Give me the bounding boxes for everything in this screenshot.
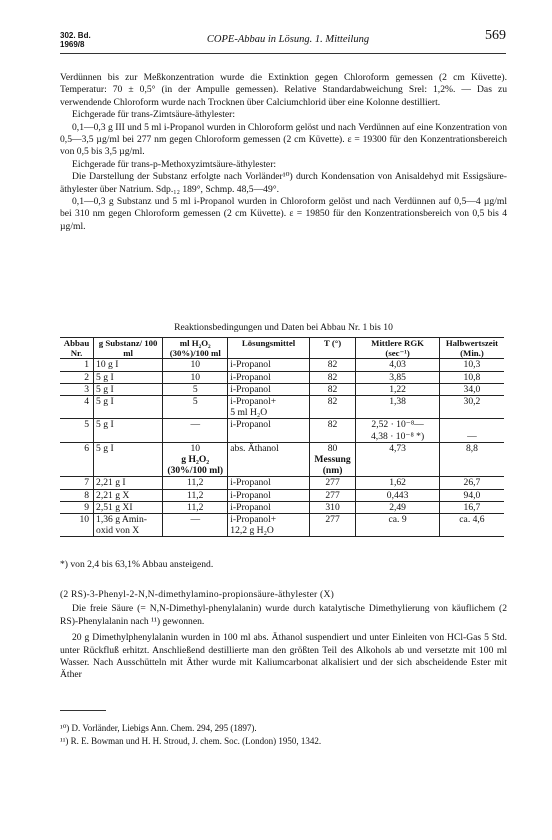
paragraph: Eichgerade für trans-p-Methoxyzimtsäure-äthylester: bbox=[72, 158, 277, 170]
table-cell: 5 g I bbox=[94, 396, 163, 408]
table-cell: 5 bbox=[60, 419, 94, 431]
table-cell bbox=[356, 465, 440, 477]
year: 1969/8 bbox=[60, 40, 85, 49]
table-cell bbox=[439, 419, 504, 431]
table-cell: 2,21 g I bbox=[94, 477, 163, 489]
table-cell: 10,3 bbox=[439, 359, 504, 371]
table-cell: 9 bbox=[60, 501, 94, 513]
page-number: 569 bbox=[485, 28, 506, 43]
table-cell: 5 g I bbox=[94, 419, 163, 431]
table-caption: Reaktionsbedingungen und Daten bei Abbau Nr. 1 bis 10 bbox=[174, 322, 393, 333]
table-cell: 5 bbox=[163, 383, 228, 395]
table-cell bbox=[163, 431, 228, 443]
table-cell: i-Propanol bbox=[228, 371, 310, 383]
table-cell: 11,2 bbox=[163, 489, 228, 501]
table-cell: 2,52 · 10⁻⁸— bbox=[356, 419, 440, 431]
col-header: T (°) bbox=[309, 338, 355, 359]
table-cell: 30,2 bbox=[439, 396, 504, 408]
table-row bbox=[60, 396, 504, 408]
table-cell bbox=[228, 465, 310, 477]
table-cell: 7 bbox=[60, 477, 94, 489]
paragraph: Die Darstellung der Substanz erfolgte nach Vorländer¹⁰) durch Kondensation von Anisaldehyd mit Essigsäure-äthylester über Natrium. Sdp.₁₂ 189°, Schmp. 48,5—49°. bbox=[60, 171, 507, 195]
table-cell: 12,2 g H₂O bbox=[228, 525, 310, 537]
table-cell: 1,38 bbox=[356, 396, 440, 408]
table-cell: 4 bbox=[60, 396, 94, 408]
table-cell: 4,73 bbox=[356, 442, 440, 454]
table-cell bbox=[439, 407, 504, 419]
table-cell: 82 bbox=[309, 383, 355, 395]
table-header-row bbox=[60, 338, 504, 359]
table-cell: i-Propanol bbox=[228, 383, 310, 395]
table-cell bbox=[163, 407, 228, 419]
table-cell: 10 bbox=[163, 359, 228, 371]
footnote-11: ¹¹) R. E. Bowman und H. H. Stroud, J. chem. Soc. (London) 1950, 1342. bbox=[60, 736, 322, 746]
table-cell: 5 g I bbox=[94, 371, 163, 383]
table-row bbox=[60, 442, 504, 454]
table-cell: 1,62 bbox=[356, 477, 440, 489]
table-row bbox=[60, 525, 504, 537]
table-cell: i-Propanol+ bbox=[228, 514, 310, 526]
table-cell bbox=[439, 465, 504, 477]
table-cell: 26,7 bbox=[439, 477, 504, 489]
volume: 302. Bd. bbox=[60, 31, 91, 40]
table-row bbox=[60, 465, 504, 477]
table-row bbox=[60, 371, 504, 383]
table-footnote: *) von 2,4 bis 63,1% Abbau ansteigend. bbox=[60, 559, 214, 570]
table-cell: 5 g I bbox=[94, 383, 163, 395]
table-cell bbox=[356, 454, 440, 465]
table-cell: 80 bbox=[309, 442, 355, 454]
table-cell bbox=[60, 407, 94, 419]
table-cell: 10 bbox=[163, 442, 228, 454]
table-cell bbox=[94, 431, 163, 443]
table-cell bbox=[439, 525, 504, 537]
data-table bbox=[60, 337, 504, 537]
table-cell: i-Propanol+ bbox=[228, 396, 310, 408]
body-text-bottom bbox=[60, 589, 507, 682]
table-cell: i-Propanol bbox=[228, 489, 310, 501]
footnote-rule bbox=[60, 710, 106, 711]
table-row bbox=[60, 383, 504, 395]
table-cell: 82 bbox=[309, 371, 355, 383]
table-cell: i-Propanol bbox=[228, 359, 310, 371]
header-rule bbox=[60, 53, 506, 54]
table-cell bbox=[309, 407, 355, 419]
table-cell: 2,51 g XI bbox=[94, 501, 163, 513]
table-row bbox=[60, 514, 504, 526]
running-title: COPE-Abbau in Lösung. 1. Mitteilung bbox=[206, 34, 370, 45]
col-header: ml H₂O₂ (30%)/100 ml bbox=[163, 338, 228, 359]
table-cell: 10 bbox=[163, 371, 228, 383]
table-cell bbox=[94, 465, 163, 477]
col-header: g Substanz/ 100 ml bbox=[94, 338, 163, 359]
table-cell: 1 bbox=[84, 359, 90, 371]
paragraph: 0,1—0,3 g Substanz und 5 ml i-Propanol wurden in Chloroform gelöst und nach Verdünnen auf 0,5—4 µg/ml bei 310 nm gegen Chloroform gemessen (2 cm Küvette). ε = 19850 für den Konzentrationsbereich von 0,5 bis 4 µg/ml. bbox=[60, 196, 507, 232]
table-cell bbox=[228, 431, 310, 443]
paragraph: 20 g Dimethylphenylalanin wurden in 100 ml abs. Äthanol suspendiert und unter Einleiten von HCl-Gas 5 Std. unter Rückfluß erhitzt. Anschließend destillierte man den größten Teil des Alkohols ab und versetzte mit 100 ml Wasser. Nach Ausschütteln mit Äther wurde mit Kaliumcarbonat alkalisiert und der sich abscheidende Ester mit Äther bbox=[60, 632, 507, 681]
table-cell: 277 bbox=[309, 514, 355, 526]
table-cell bbox=[60, 525, 94, 537]
table-body bbox=[60, 359, 504, 537]
table-cell: g H₂O₂ bbox=[163, 454, 228, 465]
table-cell: 10 g I bbox=[94, 359, 163, 371]
table-cell: 10 bbox=[60, 514, 94, 526]
table-cell: 277 bbox=[309, 477, 355, 489]
table-cell bbox=[60, 465, 94, 477]
body-text-top bbox=[60, 72, 507, 233]
table-cell: 0,443 bbox=[356, 489, 440, 501]
table-cell: 1,36 g Amin- bbox=[94, 514, 163, 526]
table-cell: 310 bbox=[309, 501, 355, 513]
table-cell bbox=[228, 454, 310, 465]
table-cell: — bbox=[163, 514, 228, 526]
table-cell: 82 bbox=[309, 419, 355, 431]
table-row bbox=[60, 477, 504, 489]
table-cell bbox=[94, 407, 163, 419]
table-cell: i-Propanol bbox=[228, 501, 310, 513]
table-row bbox=[60, 407, 504, 419]
table-cell: 10,8 bbox=[439, 371, 504, 383]
table-row bbox=[60, 454, 504, 465]
table-row bbox=[60, 431, 504, 443]
table-cell: ca. 4,6 bbox=[439, 514, 504, 526]
volume-info bbox=[60, 31, 91, 49]
table-cell bbox=[356, 407, 440, 419]
table-cell: 4,03 bbox=[356, 359, 440, 371]
table-cell: — bbox=[439, 431, 504, 443]
paragraph: Die freie Säure (= N,N-Dimethyl-phenylalanin) wurde durch katalytische Dimethylierung von käuflichem (2 RS)-Phenylalanin nach ¹¹) gewonnen. bbox=[60, 603, 507, 627]
table-cell: (nm) bbox=[309, 465, 355, 477]
table-cell: 2,49 bbox=[356, 501, 440, 513]
table-cell: abs. Äthanol bbox=[228, 442, 310, 454]
table-cell: 5 bbox=[163, 396, 228, 408]
table-cell: 11,2 bbox=[163, 501, 228, 513]
table-cell: 5 ml H₂O bbox=[228, 407, 310, 419]
col-header: Abbau Nr. bbox=[60, 338, 94, 359]
col-header: Lösungsmittel bbox=[228, 338, 310, 359]
table-cell: 34,0 bbox=[439, 383, 504, 395]
table-cell: 2,21 g X bbox=[94, 489, 163, 501]
table-cell: — bbox=[163, 419, 228, 431]
table-cell: 94,0 bbox=[439, 489, 504, 501]
table-cell: 2 bbox=[60, 371, 94, 383]
table-cell: 8 bbox=[60, 489, 94, 501]
page-header bbox=[60, 28, 506, 56]
table-cell: i-Propanol bbox=[228, 477, 310, 489]
table-cell bbox=[94, 454, 163, 465]
footnote-10: ¹⁰) D. Vorländer, Liebigs Ann. Chem. 294, 295 (1897). bbox=[60, 723, 257, 733]
table-cell: Messung bbox=[309, 454, 355, 465]
table-cell: 82 bbox=[309, 359, 355, 371]
table-cell: 82 bbox=[309, 396, 355, 408]
paragraph: 0,1—0,3 g III und 5 ml i-Propanol wurden in Chloroform gelöst und nach Verdünnen auf eine Konzentration von 0,5—3,5 µg/ml bei 277 nm gegen Chloroform gemessen (2 cm Küvette). ε = 19300 für den Konzentrationsbereich von 0,5 bis 3,5 µg/ml. bbox=[60, 121, 507, 158]
table-row bbox=[60, 419, 504, 431]
table-cell: 3 bbox=[60, 383, 94, 395]
table-cell: 6 bbox=[60, 442, 94, 454]
table-cell bbox=[60, 431, 94, 443]
table-cell bbox=[163, 525, 228, 537]
table-cell: 277 bbox=[309, 489, 355, 501]
table-cell bbox=[309, 431, 355, 443]
table-cell bbox=[356, 525, 440, 537]
table-cell: 16,7 bbox=[439, 501, 504, 513]
table-cell bbox=[309, 525, 355, 537]
paragraph: Verdünnen bis zur Meßkonzentration wurde die Extinktion gegen Chloroform gemessen (2 cm Küvette). Temperatur: 70 ± 0,5° (in der Ampulle gemessen). Relative Standardabweichung Srel: 1,2%. — Das zu verwendende Chloroform wurde nach Trocknen über Calciumchlorid über eine Kolonne destilliert. bbox=[60, 72, 507, 108]
section-heading: (2 RS)-3-Phenyl-2-N,N-dimethylamino-propionsäure-äthylester (X) bbox=[60, 589, 334, 600]
paragraph: Eichgerade für trans-Zimtsäure-äthylester: bbox=[72, 109, 236, 121]
table-row bbox=[60, 489, 504, 501]
table-cell: (30%/100 ml) bbox=[163, 465, 228, 477]
table-cell bbox=[60, 454, 94, 465]
table-cell bbox=[439, 454, 504, 465]
table-cell: 11,2 bbox=[163, 477, 228, 489]
table-cell: 8,8 bbox=[439, 442, 504, 454]
table-row bbox=[60, 359, 504, 371]
table-cell: 5 g I bbox=[94, 442, 163, 454]
col-header: Halbwertszeit (Min.) bbox=[439, 338, 504, 359]
table-cell: i-Propanol bbox=[228, 419, 310, 431]
table-cell: 4,38 · 10⁻⁸ *) bbox=[356, 431, 440, 443]
table-row bbox=[60, 501, 504, 513]
table-cell: ca. 9 bbox=[356, 514, 440, 526]
table-cell: 3,85 bbox=[356, 371, 440, 383]
col-header: Mittlere RGK (sec⁻¹) bbox=[356, 338, 440, 359]
table-cell: 1,22 bbox=[356, 383, 440, 395]
table-cell: oxid von X bbox=[94, 525, 163, 537]
